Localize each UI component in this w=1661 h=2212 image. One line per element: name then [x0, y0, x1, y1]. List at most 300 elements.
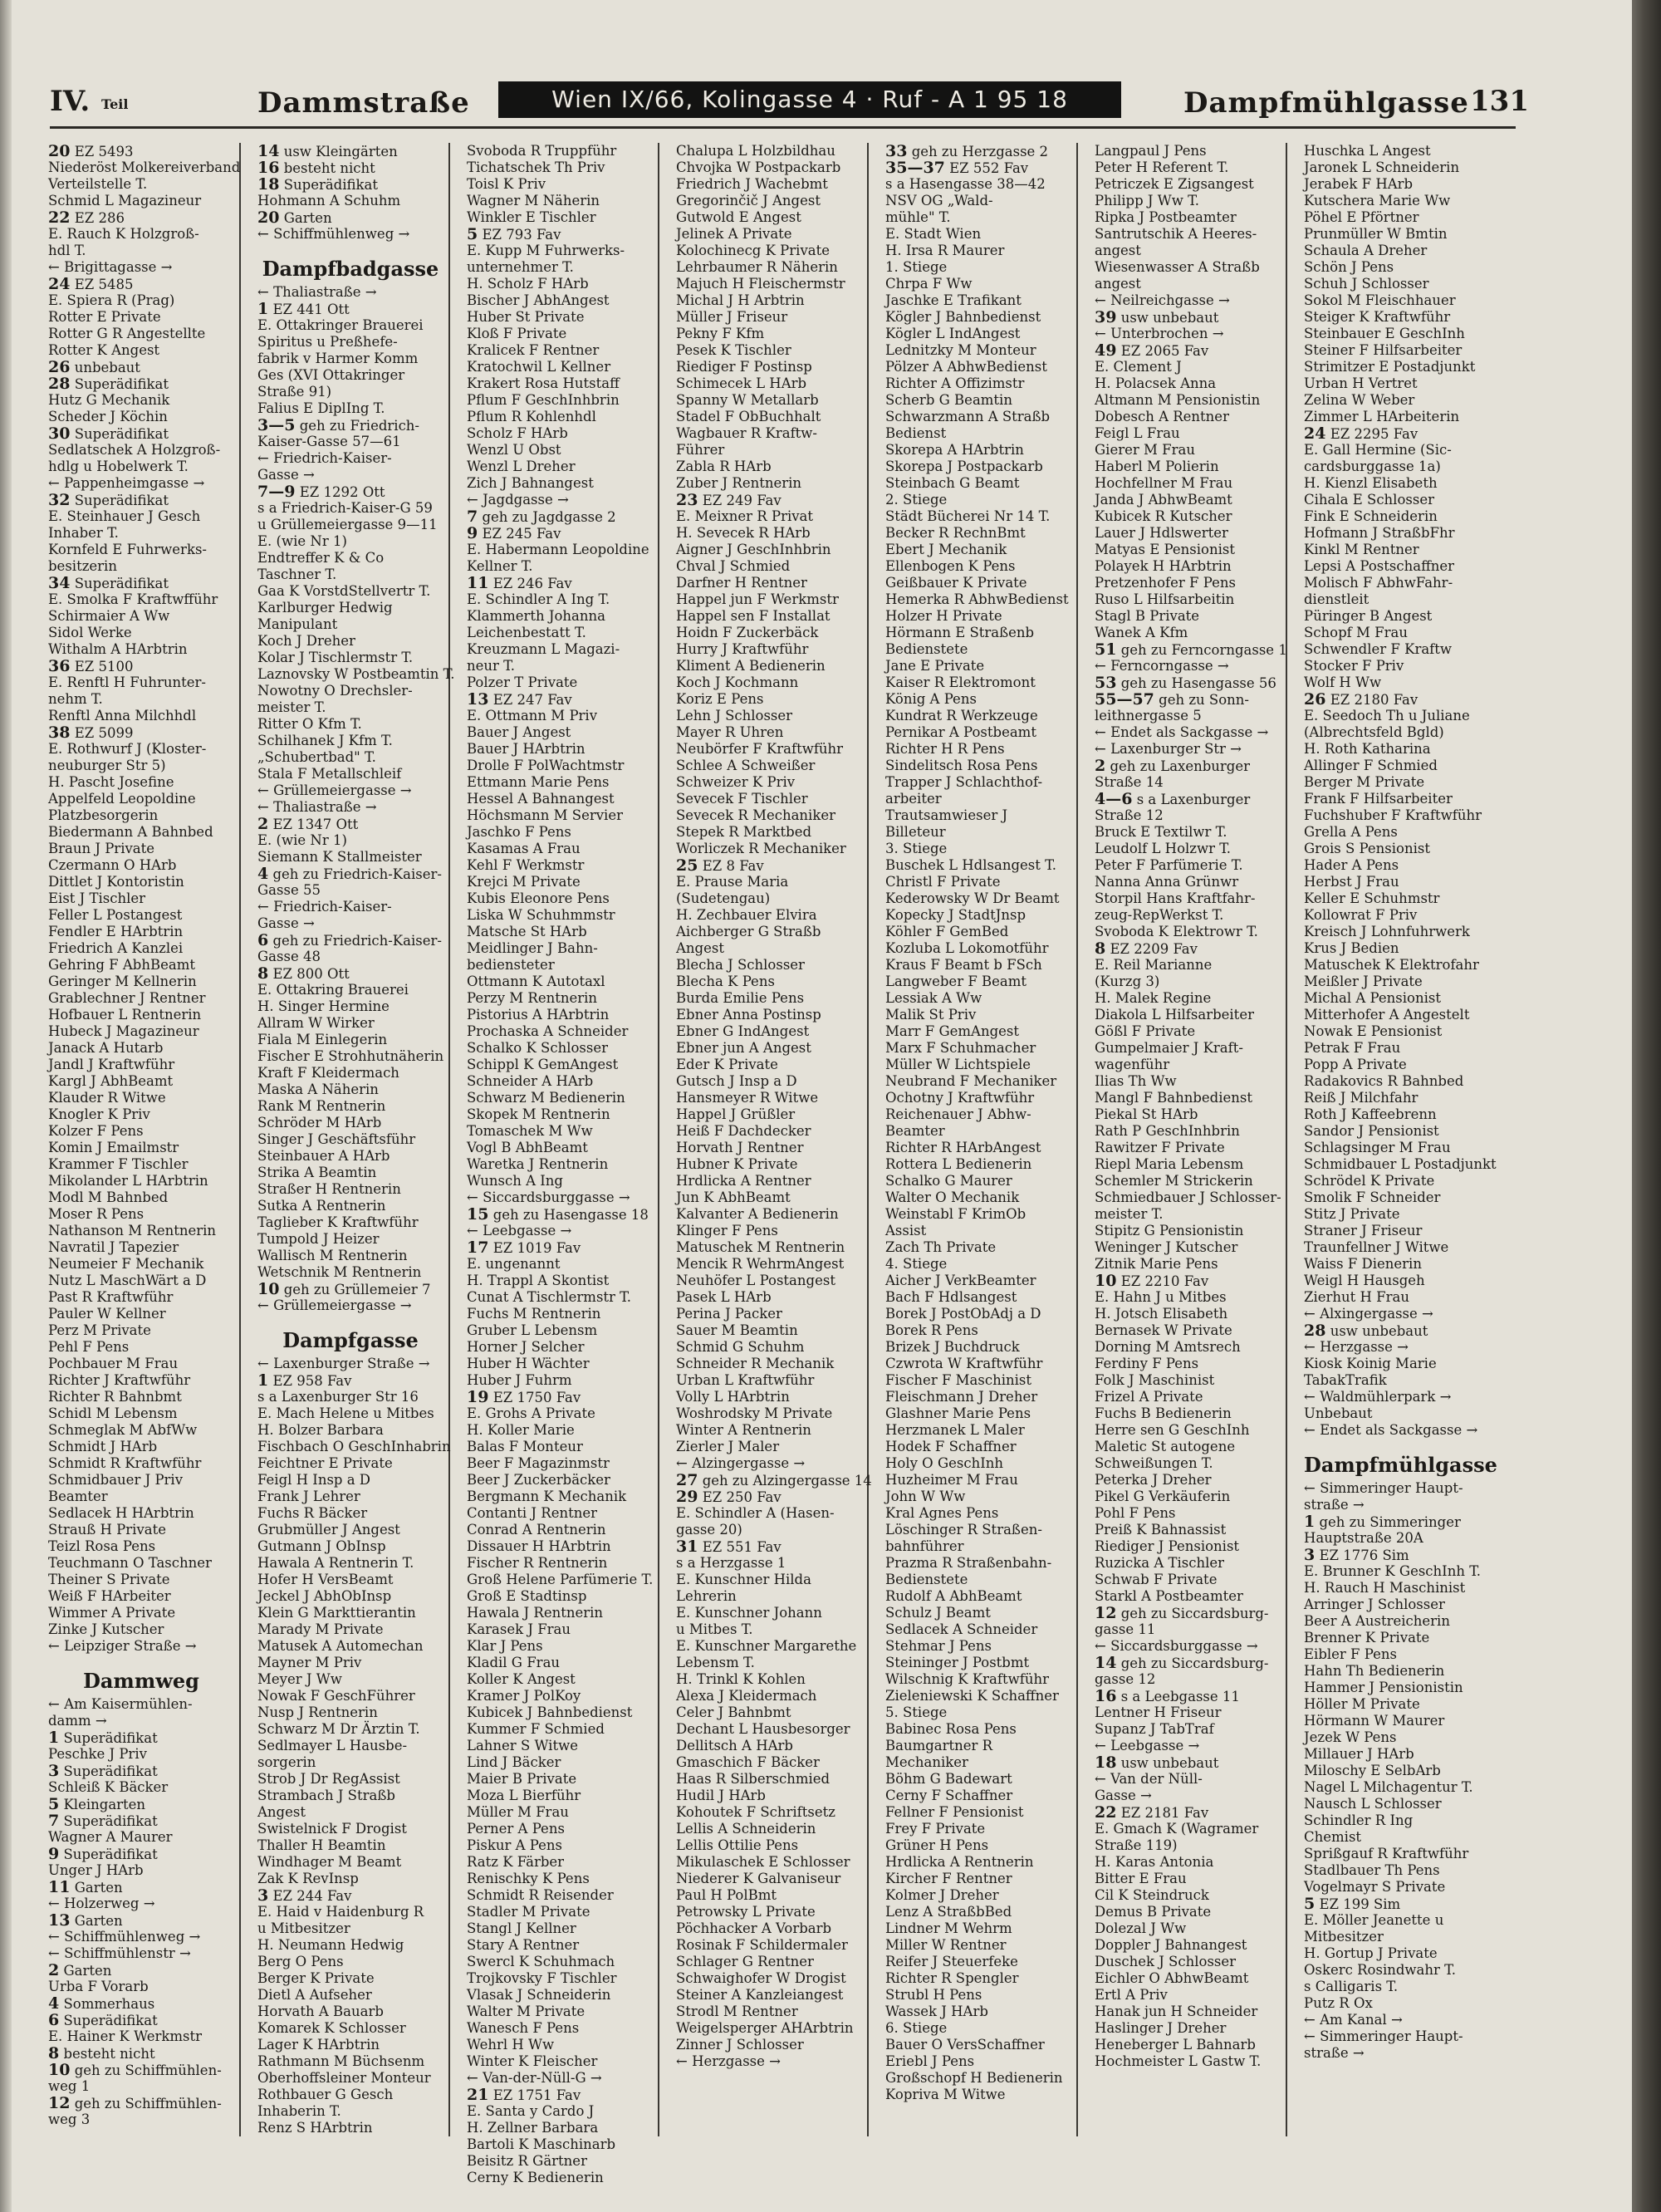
directory-line: Brenner K Private: [1304, 1630, 1430, 1646]
directory-line: 3 Superädifikat: [48, 1762, 158, 1780]
directory-line: Matuschek M Rentnerin: [676, 1239, 845, 1255]
directory-line: Fink E Schneiderin: [1304, 508, 1438, 524]
directory-line: Schrödel K Private: [1304, 1173, 1435, 1189]
directory-line: Langweber F Beamt: [885, 974, 1027, 989]
directory-line: Pehl F Pens: [48, 1339, 130, 1355]
directory-line: 2. Stiege: [885, 492, 948, 508]
directory-line: Cihala E Schlosser: [1304, 492, 1434, 508]
directory-line: 6 geh zu Friedrich-Kaiser-: [257, 931, 442, 949]
directory-line: Steininger J Postbmt: [885, 1655, 1030, 1670]
directory-line: Michal J H Arbtrin: [676, 292, 805, 308]
spacer: [48, 1655, 234, 1666]
directory-line: 6. Stiege: [885, 2020, 948, 2036]
directory-line: Matyas E Pensionist: [1095, 542, 1235, 557]
directory-line: Bauer J Angest: [467, 724, 571, 740]
directory-line: Bach F Hdlsangest: [885, 1289, 1017, 1305]
directory-line: Hawala J Rentnerin: [467, 1605, 604, 1621]
directory-line: Spiritus u Preßhefe-: [257, 334, 398, 350]
directory-line: Wagbauer R Kraftw-: [676, 425, 818, 441]
directory-line: Hrdlicka A Rentnerin: [885, 1854, 1034, 1870]
directory-line: 27 geh zu Alzingergasse 14: [676, 1471, 872, 1489]
directory-line: (Kurzg 3): [1095, 974, 1160, 989]
directory-line: ← Am Kaisermühlen-: [48, 1696, 193, 1712]
directory-line: Kornfeld E Fuhrwerks-: [48, 542, 207, 557]
directory-line: Kircher F Rentner: [885, 1871, 1012, 1886]
directory-line: Schneider A HArb: [467, 1073, 594, 1089]
directory-line: Hofbauer L Rentnerin: [48, 1007, 202, 1023]
directory-line: Komarek K Schlosser: [257, 2020, 406, 2036]
directory-line: Huzheimer M Frau: [885, 1472, 1018, 1488]
directory-line: straße →: [1304, 2045, 1365, 2061]
directory-line: Chrpa F Ww: [885, 276, 973, 292]
directory-line: Cil K Steindruck: [1095, 1887, 1209, 1903]
directory-line: angest: [1095, 243, 1141, 258]
directory-line: Jeckel J AbhObInsp: [257, 1588, 392, 1604]
directory-line: Gierer M Frau: [1095, 442, 1195, 458]
directory-line: Neuhöfer L Postangest: [676, 1273, 835, 1288]
directory-line: Ferdiny F Pens: [1095, 1356, 1199, 1371]
directory-line: H. Zechbauer Elvira: [676, 907, 817, 923]
directory-line: Frizel A Private: [1095, 1389, 1203, 1405]
directory-line: Ritter O Kfm T.: [257, 716, 362, 732]
spacer: [1304, 1439, 1492, 1450]
directory-line: Niederöst Molkereiverband: [48, 159, 241, 175]
directory-line: Eichler O AbhwBeamt: [1095, 1970, 1249, 1986]
directory-line: ← Leebgasse →: [1095, 1738, 1200, 1753]
directory-line: Schidl M Lebensm: [48, 1405, 178, 1421]
directory-line: ← Endet als Sackgasse →: [1304, 1422, 1478, 1438]
directory-line: Angest: [257, 1804, 306, 1820]
directory-line: Schwaighofer W Drogist: [676, 1970, 846, 1986]
directory-line: Cerny K Bedienerin: [467, 2170, 604, 2185]
directory-line: Stary A Rentner: [467, 1937, 580, 1953]
directory-line: Urban H Vertret: [1304, 375, 1418, 391]
directory-line: ← Schiffmühlenweg →: [48, 1929, 201, 1945]
directory-line: Schulz J Beamt: [885, 1605, 991, 1621]
directory-line: Windhager M Beamt: [257, 1854, 402, 1870]
directory-line: hdl T.: [48, 243, 86, 258]
column-6: [1095, 143, 1287, 2136]
directory-line: E. Spiera R (Prag): [48, 292, 175, 308]
directory-line: E. Haid v Haidenburg R: [257, 1904, 424, 1920]
directory-line: Richter H R Pens: [885, 741, 1005, 757]
directory-line: 2 EZ 1347 Ott: [257, 815, 359, 833]
directory-line: Fuchs B Bedienerin: [1095, 1405, 1232, 1421]
directory-line: Berger M Private: [1304, 774, 1425, 790]
directory-line: Chvojka W Postpackarb: [676, 159, 841, 175]
directory-line: ← Pappenheimgasse →: [48, 475, 205, 491]
directory-line: Winkler E Tischler: [467, 209, 596, 225]
directory-line: Eibler F Pens: [1304, 1646, 1397, 1662]
directory-line: gasse 20): [676, 1522, 742, 1538]
directory-line: Hurry J Kraftwführ: [676, 641, 809, 657]
directory-line: Gasse →: [257, 915, 315, 931]
directory-line: Platzbesorgerin: [48, 807, 159, 823]
directory-line: Müller W Lichtspiele: [885, 1057, 1031, 1072]
directory-line: Polayek H HArbtrin: [1095, 558, 1232, 574]
directory-line: E. (wie Nr 1): [257, 533, 347, 549]
directory-line: Lenz A StraßbBed: [885, 1904, 1012, 1920]
right-street-title: Dampfmühlgasse: [1183, 86, 1469, 120]
directory-line: Zich J Bahnangest: [467, 475, 594, 491]
directory-line: Feichtner E Private: [257, 1455, 393, 1471]
directory-line: Skopek M Rentnerin: [467, 1106, 610, 1122]
directory-line: Biedermann A Bahnbed: [48, 824, 213, 840]
directory-line: Nusp J Rentnerin: [257, 1704, 378, 1720]
directory-line: H. Singer Hermine: [257, 998, 390, 1014]
directory-line: Beer A Austreicherin: [1304, 1613, 1450, 1629]
directory-line: Hörmann W Maurer: [1304, 1713, 1445, 1729]
directory-line: 28 usw unbebaut: [1304, 1322, 1428, 1340]
directory-line: Führer: [676, 442, 725, 458]
directory-line: Putz R Ox: [1304, 1995, 1373, 2011]
directory-line: 26 EZ 2180 Fav: [1304, 690, 1418, 709]
directory-line: Rotter G R Angestellte: [48, 326, 206, 341]
directory-line: s Calligaris T.: [1304, 1979, 1399, 1994]
directory-line: Svoboda R Truppführ: [467, 143, 617, 159]
directory-line: 49 EZ 2065 Fav: [1095, 341, 1209, 360]
directory-line: Millauer J HArb: [1304, 1746, 1414, 1762]
directory-line: Stipitz G Pensionistin: [1095, 1223, 1244, 1238]
directory-line: Ebner G IndAngest: [676, 1023, 810, 1039]
directory-line: 11 EZ 246 Fav: [467, 574, 572, 592]
directory-line: Haslinger J Dreher: [1095, 2020, 1227, 2036]
directory-line: Herre sen G GeschInh: [1095, 1422, 1250, 1438]
directory-line: Navratil J Tapezier: [48, 1239, 179, 1255]
directory-line: neuburger Str 5): [48, 758, 166, 773]
directory-line: E. Grohs A Private: [467, 1405, 595, 1421]
directory-line: E. Meixner R Privat: [676, 508, 814, 524]
directory-line: Fendler E HArbtrin: [48, 924, 184, 939]
directory-line: 7 geh zu Jagdgasse 2: [467, 508, 616, 526]
directory-line: neur T.: [467, 658, 515, 674]
directory-line: 12 geh zu Schiffmühlen-: [48, 2094, 222, 2112]
directory-line: Cunat A Tischlermstr T.: [467, 1289, 631, 1305]
directory-line: 28 Superädifikat: [48, 375, 169, 393]
directory-line: 1. Stiege: [885, 259, 948, 275]
directory-line: 16 besteht nicht: [257, 159, 375, 177]
page-number: 131: [1470, 85, 1529, 118]
directory-line: Nutz L MaschWärt a D: [48, 1273, 207, 1288]
directory-line: Meidlinger J Bahn-: [467, 940, 598, 956]
directory-line: Rudolf A AbhBeamt: [885, 1588, 1022, 1604]
directory-line: Borek J PostObAdj a D: [885, 1306, 1041, 1322]
directory-line: Skorepa A HArbtrin: [885, 442, 1024, 458]
directory-line: Bitter E Frau: [1095, 1871, 1187, 1886]
directory-line: Philipp J Ww T.: [1095, 193, 1199, 208]
directory-line: Pikel G Verkäuferin: [1095, 1489, 1231, 1504]
directory-line: arbeiter: [885, 791, 942, 807]
directory-line: Popp A Private: [1304, 1057, 1407, 1072]
directory-line: Schmeglak M AbfWw: [48, 1422, 198, 1438]
directory-line: Kubicek R Kutscher: [1095, 508, 1232, 524]
directory-line: Toisl K Priv: [467, 176, 546, 192]
directory-line: 24 EZ 2295 Fav: [1304, 424, 1418, 443]
directory-line: Lehrbaumer R Näherin: [676, 259, 838, 275]
directory-line: Urban L Kraftwführ: [676, 1372, 815, 1388]
directory-line: Pflum F GeschInhbrin: [467, 392, 620, 408]
directory-line: s a Laxenburger Str 16: [257, 1389, 419, 1405]
directory-line: Dietl A Aufseher: [257, 1987, 372, 2003]
directory-line: H. Scholz F HArb: [467, 276, 589, 292]
directory-line: Mayer R Uhren: [676, 724, 784, 740]
directory-line: Zimmer L HArbeiterin: [1304, 409, 1460, 424]
directory-line: Hemerka R AbhwBedienst: [885, 591, 1069, 607]
directory-line: Molisch F AbhwFahr-: [1304, 575, 1453, 591]
directory-line: Koriz E Pens: [676, 691, 764, 707]
directory-line: Arringer J Schlosser: [1304, 1596, 1445, 1612]
directory-line: Prunmüller W Bmtin: [1304, 226, 1448, 242]
directory-line: Zinner J Schlosser: [676, 2037, 804, 2053]
directory-line: Lednitzky M Monteur: [885, 342, 1036, 358]
directory-line: Kutschera Marie Ww: [1304, 193, 1451, 208]
directory-line: Scheder J Köchin: [48, 409, 168, 424]
directory-line: cardsburggasse 1a): [1304, 459, 1441, 474]
directory-line: Gutmann J ObInsp: [257, 1538, 386, 1554]
directory-line: Krakert Rosa Hutstaff: [467, 375, 620, 391]
directory-line: Swistelnick F Drogist: [257, 1821, 407, 1837]
directory-line: Majuch H Fleischermstr: [676, 276, 845, 292]
directory-line: Schmid G Schuhm: [676, 1339, 805, 1355]
directory-line: Haas R Silberschmied: [676, 1771, 830, 1787]
directory-line: Angest: [676, 940, 724, 956]
directory-line: 8 EZ 2209 Fav: [1095, 939, 1198, 958]
directory-line: Niederer K Galvaniseur: [676, 1871, 841, 1886]
directory-line: Sokol M Fleischhauer: [1304, 292, 1456, 308]
directory-line: Lauer J Hdlswerter: [1095, 525, 1228, 541]
directory-line: Braun J Private: [48, 841, 155, 856]
directory-line: Maska A Näherin: [257, 1081, 379, 1097]
directory-line: Ratz K Färber: [467, 1854, 565, 1870]
directory-line: 4. Stiege: [885, 1256, 948, 1272]
directory-line: Gößl F Private: [1095, 1023, 1196, 1039]
directory-line: 33 geh zu Herzgasse 2: [885, 142, 1049, 160]
directory-line: Borek R Pens: [885, 1322, 978, 1338]
directory-line: Schalko K Schlosser: [467, 1040, 609, 1056]
directory-line: Pöhel E Pförtner: [1304, 209, 1419, 225]
directory-line: Folk J Maschinist: [1095, 1372, 1215, 1388]
directory-line: Grella A Pens: [1304, 824, 1398, 840]
directory-line: Geißbauer K Private: [885, 575, 1027, 591]
directory-line: Kolar J Tischlermstr T.: [257, 650, 414, 665]
directory-line: Malik St Priv: [885, 1007, 977, 1023]
directory-line: Moza L Bierführ: [467, 1788, 581, 1803]
directory-line: Kederowsky W Dr Beamt: [885, 890, 1060, 906]
directory-line: Piekal St HArb: [1095, 1106, 1198, 1122]
directory-line: Matuschek K Elektrofahr: [1304, 957, 1479, 973]
directory-line: Rawitzer F Private: [1095, 1140, 1225, 1155]
directory-line: 7—9 EZ 1292 Ott: [257, 483, 385, 501]
directory-line: 2 geh zu Laxenburger: [1095, 757, 1251, 775]
directory-line: bediensteter: [467, 957, 555, 973]
directory-line: Riepl Maria Lebensm: [1095, 1156, 1244, 1172]
directory-line: Mechaniker: [885, 1754, 968, 1770]
directory-line: Fischbach O GeschInhabrin: [257, 1439, 451, 1454]
directory-line: Heiß F Dachdecker: [676, 1123, 811, 1139]
directory-line: Aigner J GeschInhbrin: [676, 542, 831, 557]
directory-line: E. Reil Marianne: [1095, 957, 1213, 973]
directory-line: Müller J Friseur: [676, 309, 788, 325]
directory-line: 3. Stiege: [885, 841, 948, 856]
directory-line: Dorning M Amtsrech: [1095, 1339, 1241, 1355]
directory-line: Eist J Tischler: [48, 890, 146, 906]
directory-line: Hohmann A Schuhm: [257, 193, 401, 208]
directory-line: Vogelmayr S Private: [1304, 1879, 1446, 1895]
directory-line: Ges (XVI Ottakringer: [257, 367, 405, 383]
directory-line: Peter F Parfümerie T.: [1095, 857, 1243, 873]
directory-line: Nagel L Milchagentur T.: [1304, 1779, 1473, 1795]
directory-line: s a Herzgasse 1: [676, 1555, 786, 1571]
directory-line: ← Brigittagasse →: [48, 259, 173, 275]
directory-line: Oberhoffsleiner Monteur: [257, 2070, 431, 2086]
directory-line: Schmidbauer J Priv: [48, 1472, 184, 1488]
directory-line: Sutka A Rentnerin: [257, 1198, 386, 1214]
directory-line: 4 geh zu Friedrich-Kaiser-: [257, 865, 442, 883]
directory-line: Darfner H Rentner: [676, 575, 807, 591]
directory-line: H. Koller Marie: [467, 1422, 575, 1438]
directory-line: Dissauer H HArbtrin: [467, 1538, 611, 1554]
directory-line: damm →: [48, 1713, 107, 1729]
directory-line: Withalm A HArbtrin: [48, 641, 188, 657]
directory-line: Ertl A Priv: [1095, 1987, 1168, 2003]
directory-line: Baumgartner R: [885, 1738, 993, 1753]
directory-line: Bernasek W Private: [1095, 1322, 1232, 1338]
directory-line: Huber H Wächter: [467, 1356, 590, 1371]
directory-line: Holzer H Private: [885, 608, 1002, 624]
directory-line: Bergmann K Mechanik: [467, 1489, 627, 1504]
directory-line: Becker R RechnBmt: [885, 525, 1026, 541]
directory-line: Pauler W Kellner: [48, 1306, 166, 1322]
directory-line: 3—5 geh zu Friedrich-: [257, 416, 420, 434]
directory-line: 19 EZ 1750 Fav: [467, 1388, 581, 1406]
directory-line: s a Friedrich-Kaiser-G 59: [257, 500, 433, 516]
directory-line: Straßer H Rentnerin: [257, 1181, 401, 1197]
directory-line: Manipulant: [257, 616, 338, 632]
directory-line: Steinbauer E GeschInh: [1304, 326, 1465, 341]
directory-line: Jelinek A Private: [676, 226, 792, 242]
directory-line: Santrutschik A Heeres-: [1095, 226, 1257, 242]
directory-line: 8 besteht nicht: [48, 2044, 155, 2062]
directory-line: 12 geh zu Siccardsburg-: [1095, 1604, 1269, 1622]
directory-line: Kramer J PolKoy: [467, 1688, 581, 1704]
directory-line: Sedlatschek A Holzgroß-: [48, 442, 221, 458]
directory-line: Volly L HArbtrin: [676, 1389, 790, 1405]
directory-line: Mitbesitzer: [1304, 1929, 1384, 1945]
directory-line: König A Pens: [885, 691, 977, 707]
directory-line: Rosinak F Schildermaler: [676, 1937, 848, 1953]
directory-line: Jandl J Kraftwführ: [48, 1057, 175, 1072]
directory-line: H. Malek Regine: [1095, 990, 1212, 1006]
directory-line: Jaronek L Schneiderin: [1304, 159, 1460, 175]
directory-line: E. Hainer K Werkmstr: [48, 2028, 203, 2044]
directory-line: meister T.: [257, 699, 326, 715]
directory-line: 15 geh zu Hasengasse 18: [467, 1205, 649, 1224]
directory-line: Stehmar J Pens: [885, 1638, 992, 1654]
directory-line: Schwarz M Dr Ärztin T.: [257, 1721, 420, 1737]
directory-line: Lentner H Friseur: [1095, 1704, 1222, 1720]
directory-line: Tichatschek Th Priv: [467, 159, 605, 175]
directory-line: Miller W Rentner: [885, 1937, 1007, 1953]
directory-line: Babinec Rosa Pens: [885, 1721, 1017, 1737]
directory-line: Kubis Eleonore Pens: [467, 890, 610, 906]
directory-line: Waiss F Dienerin: [1304, 1256, 1422, 1272]
directory-line: Bauer J HArbtrin: [467, 741, 586, 757]
directory-line: ← Siccardsburggasse →: [467, 1189, 630, 1205]
directory-line: Kozluba L Lokomotführ: [885, 940, 1049, 956]
directory-line: ← Waldmühlerpark →: [1304, 1389, 1452, 1405]
header-rule: [50, 126, 1516, 129]
directory-line: Städt Bücherei Nr 14 T.: [885, 508, 1051, 524]
directory-line: Komin J Emailmstr: [48, 1140, 179, 1155]
directory-line: Schweizer K Priv: [676, 774, 796, 790]
directory-line: Janda J AbhwBeamt: [1095, 492, 1232, 508]
directory-line: Nowak F GeschFührer: [257, 1688, 415, 1704]
directory-line: ← Neilreichgasse →: [1095, 292, 1230, 308]
directory-line: Sidol Werke: [48, 625, 132, 640]
directory-line: Stocker F Priv: [1304, 658, 1404, 674]
spacer: [257, 243, 443, 254]
directory-line: Supanz J TabTraf: [1095, 1721, 1214, 1737]
directory-line: Janack A Hutarb: [48, 1040, 164, 1056]
directory-line: ← Leipziger Straße →: [48, 1638, 197, 1654]
directory-line: Wehrl H Ww: [467, 2037, 555, 2053]
directory-line: Trojkovsky F Tischler: [467, 1970, 617, 1986]
directory-line: 18 Superädifikat: [257, 175, 378, 194]
directory-line: Nowak E Pensionist: [1304, 1023, 1443, 1039]
directory-line: Hodek F Schaffner: [885, 1439, 1017, 1454]
directory-line: E. Gmach K (Wagramer: [1095, 1821, 1259, 1837]
street-heading: Dammweg: [83, 1669, 199, 1693]
directory-line: Kloß F Private: [467, 326, 567, 341]
volume-suffix: Teil: [101, 96, 129, 112]
directory-line: Klinger F Pens: [676, 1223, 778, 1238]
directory-line: Reichenauer J Abhw-: [885, 1106, 1031, 1122]
directory-line: Doppler J Bahnangest: [1095, 1937, 1247, 1953]
directory-line: H. Sevecek R HArb: [676, 525, 811, 541]
directory-line: Happel sen F Installat: [676, 608, 830, 624]
directory-line: Klar J Pens: [467, 1638, 543, 1654]
directory-line: Scherb G Beamtin: [885, 392, 1012, 408]
directory-line: Kraus F Beamt b FSch: [885, 957, 1042, 973]
directory-line: 53 geh zu Hasengasse 56: [1095, 674, 1276, 692]
directory-line: Lebensm T.: [676, 1655, 755, 1670]
directory-line: H. Jotsch Elisabeth: [1095, 1306, 1228, 1322]
directory-line: Gasse →: [257, 467, 315, 483]
left-street-title: Dammstraße: [257, 86, 470, 120]
directory-line: Grüner H Pens: [885, 1837, 989, 1853]
directory-line: Glashner Marie Pens: [885, 1405, 1031, 1421]
directory-line: 22 EZ 286: [48, 208, 125, 227]
column-7: [1304, 143, 1497, 2136]
directory-line: Inhaber T.: [48, 525, 119, 541]
directory-line: Neubörfer F Kraftwführ: [676, 741, 844, 757]
directory-line: Schalko G Maurer: [885, 1173, 1012, 1189]
directory-line: Rath P GeschInhbrin: [1095, 1123, 1240, 1139]
directory-line: 6 Superädifikat: [48, 2011, 158, 2029]
directory-line: Hessel A Bahnangest: [467, 791, 615, 807]
directory-line: Höchsmann M Servier: [467, 807, 623, 823]
directory-line: E. Ottakringer Brauerei: [257, 317, 424, 333]
directory-line: ← Thaliastraße →: [257, 284, 377, 300]
directory-line: Zinke J Kutscher: [48, 1621, 164, 1637]
directory-line: Kralicek F Rentner: [467, 342, 600, 358]
directory-line: Bedienst: [885, 425, 947, 441]
directory-line: Alexa J Kleidermach: [676, 1688, 817, 1704]
directory-line: Zabla R HArb: [676, 459, 772, 474]
directory-line: Dechant L Hausbesorger: [676, 1721, 850, 1737]
directory-line: Riediger F Postinsp: [676, 359, 812, 375]
directory-line: Polzer T Private: [467, 674, 578, 690]
